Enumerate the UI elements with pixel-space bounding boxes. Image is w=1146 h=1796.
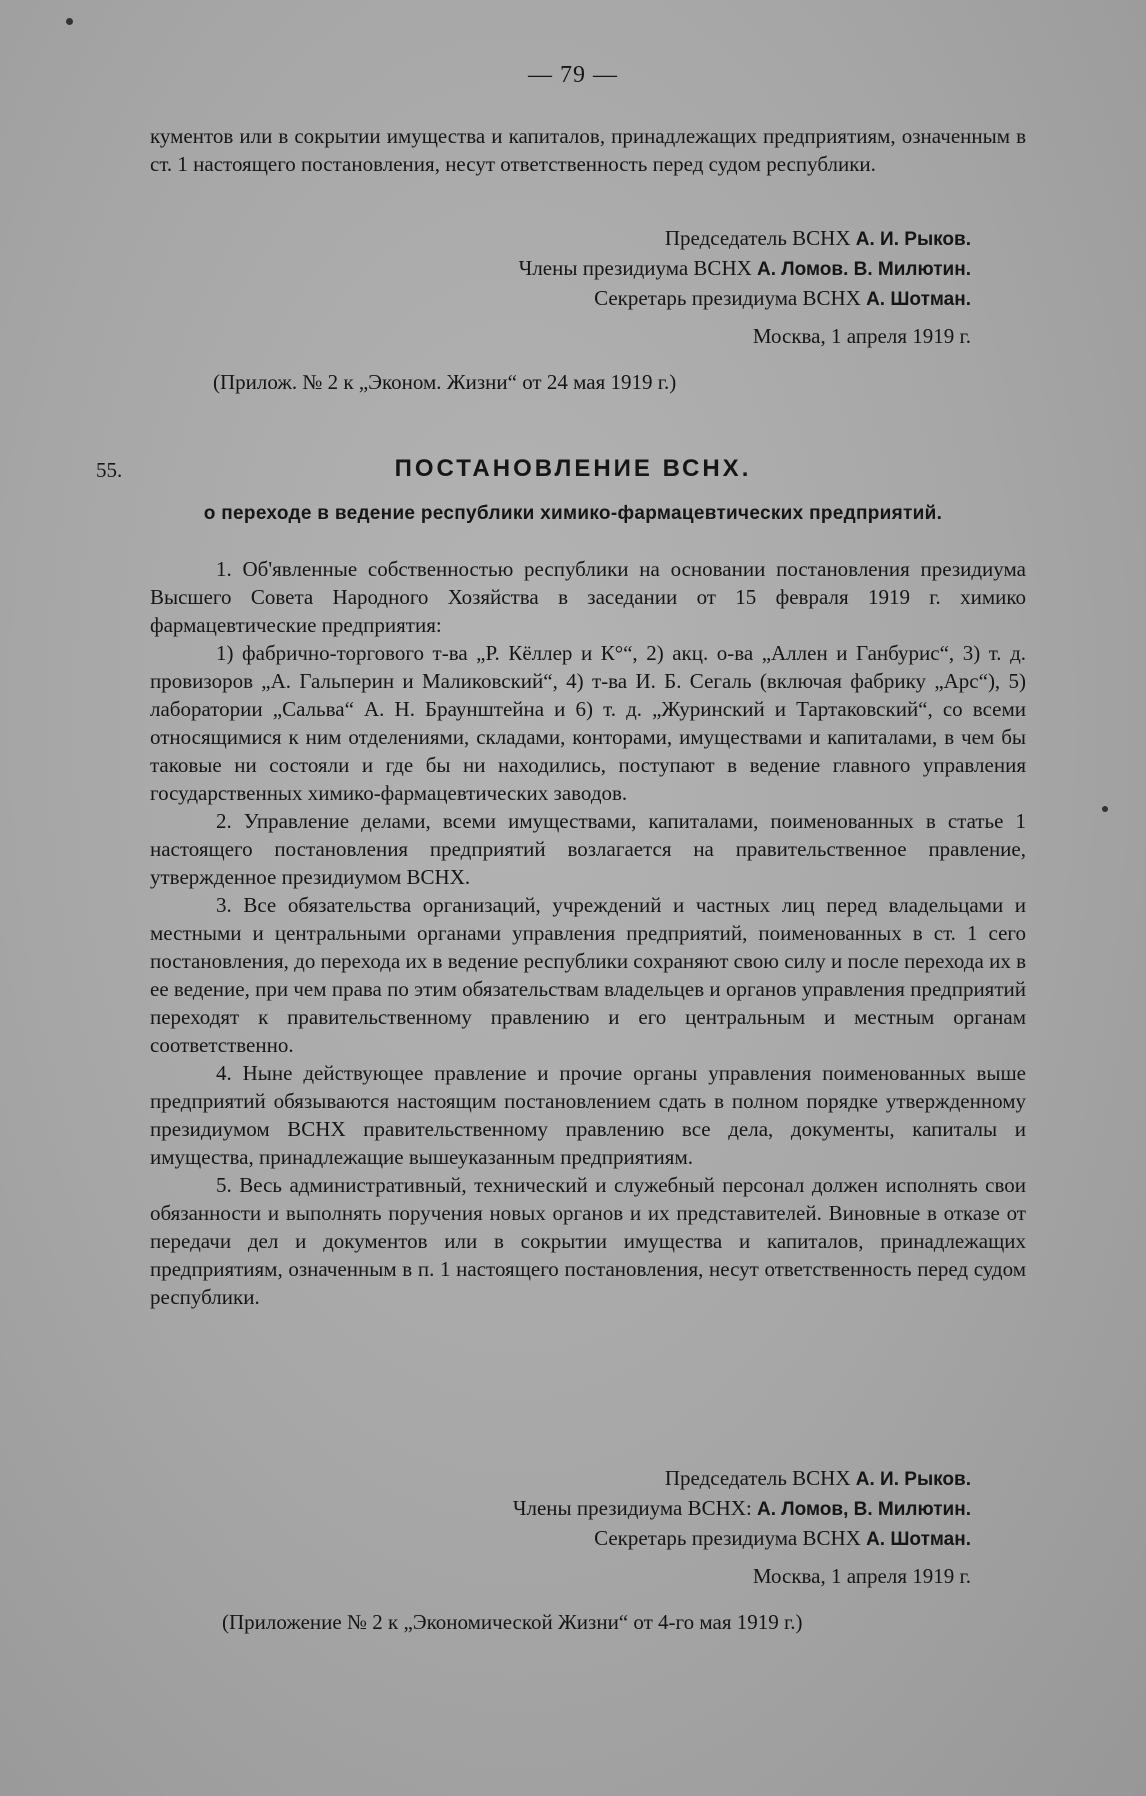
paragraph-1: 1. Об'явленные собственностью республики на основании постановления президиума Высшего Совета Народного Хозяйства в заседании от 15 февраля 1919 г. химико фармацевтические предприятия: bbox=[150, 557, 1026, 637]
continuation-paragraph: кументов или в сокрытии имущества и капиталов, принадлежащих предприятиям, означенным в ст. 1 настоящего постановления, несут ответственность перед судом республики. bbox=[150, 124, 1026, 176]
signature-chairman bbox=[513, 1464, 971, 1494]
document-title: ПОСТАНОВЛЕНИЕ ВСНХ. bbox=[394, 455, 752, 482]
paragraph-2: 2. Управление делами, всеми имуществами, капиталами, поименованных в статье 1 настоящего постановления предприятий возлагается на правительственное правление, утвержденное президиумом ВСНХ. bbox=[150, 809, 1026, 889]
signature-secretary bbox=[513, 1524, 971, 1554]
signature-members bbox=[519, 254, 971, 284]
ink-speck bbox=[1102, 806, 1108, 812]
continuation-signatures bbox=[519, 224, 971, 314]
signature-role: Председатель ВСНХ bbox=[664, 1466, 851, 1490]
continuation-appendix: (Прилож. № 2 к „Эконом. Жизни“ от 24 мая 1919 г.) bbox=[213, 370, 677, 394]
paragraph-1-list: 1) фабрично-торгового т-ва „Р. Кёллер и К°“, 2) акц. о-ва „Аллен и Ганбурис“, 3) т. д. провизоров „А. Гальперин и Маликовский“, 4) т-ва И. Б. Сегаль (включая фабрику „Арс“), 5) лаборатории „Сальва“ А. Н. Браунштейна и 6) т. д. „Журинский и Тартаковский“, со всеми относящимися к ним отделениями, складами, конторами, имуществами и капиталами, в чем бы таковые ни состояли и где бы ни находились, поступают в ведение главного управления государственных химико-фармацевтических заводов. bbox=[150, 641, 1026, 805]
signature-role: Секретарь президиума ВСНХ bbox=[594, 286, 861, 310]
document-appendix: (Приложение № 2 к „Экономической Жизни“ от 4-го мая 1919 г.) bbox=[222, 1610, 803, 1634]
signature-names: А. Шотман. bbox=[866, 289, 971, 310]
document-subtitle: о переходе в ведение республики химико-фармацевтических предприятий. bbox=[203, 503, 943, 524]
signature-chairman bbox=[519, 224, 971, 254]
document-number: 55. bbox=[96, 458, 123, 482]
signature-names: А. Ломов, В. Милютин. bbox=[757, 1499, 971, 1520]
page-number: — 79 — bbox=[528, 62, 618, 88]
paragraph-4: 4. Ныне действующее правление и прочие органы управления поименованных выше предприятий обязываются настоящим постановлением сдать в полном порядке утвержденному президиумом ВСНХ правительственному правлению все дела, документы, капиталы и имущества, принадлежащие вышеуказанным предприятиям. bbox=[150, 1061, 1026, 1169]
signature-names: А. И. Рыков. bbox=[855, 229, 971, 250]
signature-names: А. И. Рыков. bbox=[855, 1469, 971, 1490]
document-place-date: Москва, 1 апреля 1919 г. bbox=[752, 1564, 971, 1588]
paragraph-3: 3. Все обязательства организаций, учреждений и частных лиц перед владельцами и местными и центральными органами управления предприятий, поименованных в ст. 1 сего постановления, до перехода их в ведение республики сохраняют свою силу и после перехода их в ее ведение, при чем права по этим обязательствам владельцев и органов управления предприятий переходят к правительственному правлению и его центральным и местным органам соответственно. bbox=[150, 893, 1026, 1057]
signature-names: А. Ломов. В. Милютин. bbox=[757, 259, 971, 280]
ink-speck bbox=[66, 18, 73, 25]
paragraph-5: 5. Весь административный, технический и служебный персонал должен исполнять свои обязанности и выполнять поручения новых органов и их представителей. Виновные в отказе от передачи дел и документов или в сокрытии имущества и капиталов, принадлежащих предприятиям, означенным в п. 1 настоящего постановления, несут ответственность перед судом республики. bbox=[150, 1173, 1026, 1309]
document-signatures bbox=[513, 1464, 971, 1554]
signature-secretary bbox=[519, 284, 971, 314]
signature-role: Председатель ВСНХ bbox=[664, 226, 851, 250]
continuation-place-date: Москва, 1 апреля 1919 г. bbox=[752, 324, 971, 348]
signature-role: Члены президиума ВСНХ bbox=[518, 256, 752, 280]
document-body bbox=[150, 555, 1026, 1311]
signature-names: А. Шотман. bbox=[866, 1529, 971, 1550]
continuation-text-block bbox=[150, 122, 1026, 178]
signature-role: Члены президиума ВСНХ: bbox=[512, 1496, 752, 1520]
signature-role: Секретарь президиума ВСНХ bbox=[594, 1526, 861, 1550]
signature-members bbox=[513, 1494, 971, 1524]
